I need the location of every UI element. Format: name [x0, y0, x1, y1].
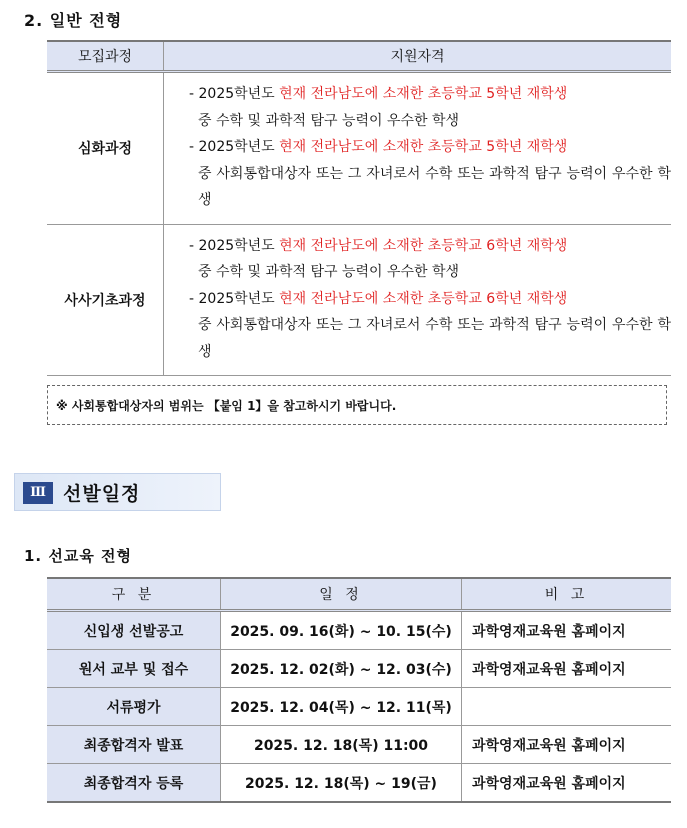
section-number: Ⅲ — [23, 482, 53, 504]
header-course: 모집과정 — [47, 41, 164, 72]
schedule-date: 2025. 12. 04(목) ~ 12. 11(목) — [221, 688, 462, 726]
table-row — [47, 224, 671, 376]
table-row — [47, 764, 671, 803]
section-header-bar — [14, 473, 221, 511]
schedule-subheading: 1. 선교육 전형 — [24, 547, 133, 565]
highlight-text: 현재 전라남도에 소재한 초등학교 5학년 재학생 — [279, 86, 568, 102]
schedule-category: 원서 교부 및 접수 — [47, 650, 221, 688]
schedule-category: 서류평가 — [47, 688, 221, 726]
highlight-text: 현재 전라남도에 소재한 초등학교 6학년 재학생 — [279, 237, 568, 254]
qualification-table — [47, 40, 671, 376]
general-admission-heading: 2. 일반 전형 — [24, 11, 123, 30]
qualification-cell — [164, 224, 672, 376]
table-row — [47, 72, 671, 225]
list-item: - 2025학년도 현재 전라남도에 소재한 초등학교 6학년 재학생 중 사회통합대상자 또는 그 자녀로서 수학 또는 과학적 탐구 능력이 우수한 학생 — [189, 290, 671, 360]
qualification-cell — [164, 72, 672, 225]
schedule-date: 2025. 12. 02(화) ~ 12. 03(수) — [221, 650, 462, 688]
header-date: 일 정 — [221, 578, 462, 611]
schedule-date: 2025. 12. 18(목) 11:00 — [221, 726, 462, 764]
course-mentorship-basic: 사사기초과정 — [47, 224, 164, 376]
schedule-remark — [462, 688, 672, 726]
schedule-date: 2025. 12. 18(목) ~ 19(금) — [221, 764, 462, 803]
schedule-category: 최종합격자 등록 — [47, 764, 221, 803]
header-remark: 비 고 — [462, 578, 672, 611]
schedule-category: 최종합격자 발표 — [47, 726, 221, 764]
reference-note: ※ 사회통합대상자의 범위는 【붙임 1】을 참고하시기 바랍니다. — [47, 385, 667, 425]
table-row — [47, 726, 671, 764]
highlight-text: 현재 전라남도에 소재한 초등학교 5학년 재학생 — [279, 139, 568, 155]
highlight-text: 현재 전라남도에 소재한 초등학교 6학년 재학생 — [279, 290, 568, 307]
table-row — [47, 611, 671, 650]
list-item: - 2025학년도 현재 전라남도에 소재한 초등학교 5학년 재학생 중 사회통합대상자 또는 그 자녀로서 수학 또는 과학적 탐구 능력이 우수한 학생 — [189, 139, 671, 208]
header-qualification: 지원자격 — [164, 41, 672, 72]
schedule-table — [47, 577, 671, 803]
schedule-date: 2025. 09. 16(화) ~ 10. 15(수) — [221, 611, 462, 650]
list-item: - 2025학년도 현재 전라남도에 소재한 초등학교 5학년 재학생 중 수학 및 과학적 탐구 능력이 우수한 학생 — [189, 86, 568, 129]
course-advanced: 심화과정 — [47, 72, 164, 225]
schedule-remark: 과학영재교육원 홈페이지 — [472, 623, 626, 640]
schedule-remark: 과학영재교육원 홈페이지 — [462, 726, 672, 764]
schedule-category: 신입생 선발공고 — [47, 611, 221, 650]
section-title: 선발일정 — [63, 483, 141, 505]
list-item: - 2025학년도 현재 전라남도에 소재한 초등학교 6학년 재학생 중 수학 및 과학적 탐구 능력이 우수한 학생 — [189, 237, 568, 280]
header-category: 구 분 — [47, 578, 221, 611]
table-row — [47, 650, 671, 688]
schedule-remark: 과학영재교육원 홈페이지 — [462, 650, 672, 688]
table-row — [47, 688, 671, 726]
schedule-remark: 과학영재교육원 홈페이지 — [462, 764, 672, 803]
